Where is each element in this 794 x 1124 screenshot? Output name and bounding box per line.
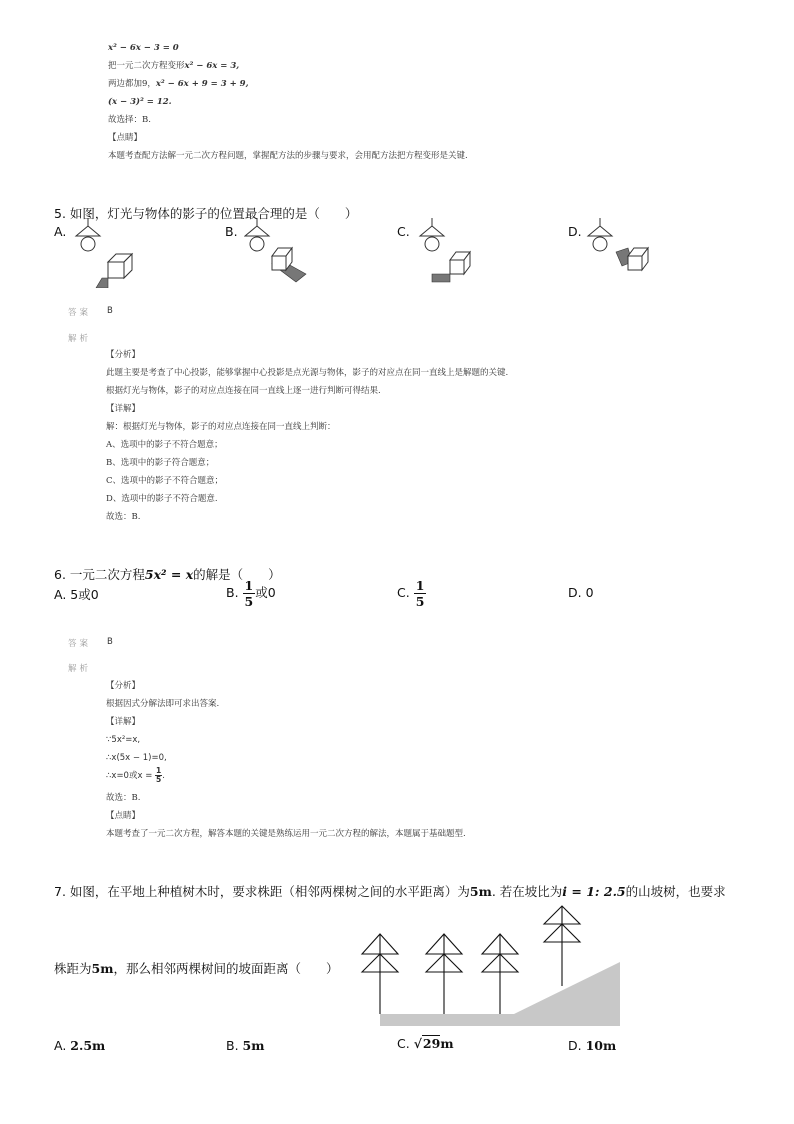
q4-line5: 故选择：B. [108,115,151,125]
q7-option-c-radical [414,1035,454,1051]
q4-line4: (x − 3)² = 12. [108,97,172,107]
q5-figure-a [66,218,136,288]
q7-line2-text-a: 株距为 [54,961,92,976]
q5-option-c-label: C. [397,224,410,239]
q5-analysis-label: 解析 [68,334,92,344]
q6-step2: ∴x(5x − 1)=0, [106,753,167,763]
q5-figure-b [244,218,314,288]
q6-option-b-num: 1 [244,578,254,593]
q6-analysis-label: 解析 [68,664,92,674]
q7-line1-5m: 5m [469,884,492,899]
q6-dianjing-text: 本题考查了一元二次方程，解答本题的关键是熟练运用一元二次方程的解法，本题属于基础题型. [106,829,466,839]
q6-fenxi-text: 根据因式分解法即可求出答案. [106,699,220,709]
q7-option-b [226,1038,264,1053]
q7-line1-slope: i = 1: 2.5 [562,884,626,899]
q7-option-a-value: 2.5m [70,1038,106,1053]
q7-question-line1 [54,882,726,900]
q6-question-suffix: 的解是（ ） [193,567,281,582]
q6-fenxi: 【分析】 [106,681,141,691]
q5-line: C、选项中的影子不符合题意； [106,476,224,486]
q6-option-d: D. 0 [568,585,594,600]
q6-step4: 故选：B. [106,793,141,803]
q4-line3-eq: x² − 6x + 9 = 3 + 9, [155,79,249,89]
q6-option-c-label: C. [397,585,410,600]
q6-answer: B [107,637,113,647]
q7-tree-diagram [352,902,622,1028]
q5-line: 故选：B. [106,512,141,522]
q6-step1: ∵5x²=x, [106,735,141,745]
q4-line3-text: 两边都加9， [108,79,156,89]
q5-answer: B [107,306,113,316]
q4-line3 [108,78,249,90]
q7-option-d [568,1038,616,1053]
q7-option-a [54,1038,105,1053]
q5-line: 解：根据灯光与物体，影子的对应点连接在同一直线上判断： [106,422,336,432]
q7-option-d-label: D. [568,1038,582,1053]
q6-xiangjie: 【详解】 [106,717,141,727]
q6-option-c-den: 5 [415,594,425,609]
q6-step3-den: 5 [156,775,162,784]
q5-figure-d [586,218,656,288]
q7-question-line2 [54,959,338,977]
q5-answer-label: 答案 [68,308,92,318]
q6-answer-label: 答案 [68,639,92,649]
q5-line: 【详解】 [106,404,141,414]
q6-option-b [226,578,276,609]
q5-option-a-label: A. [54,224,67,239]
q6-option-b-label: B. [226,585,239,600]
q5-line: B、选项中的影子符合题意； [106,458,215,468]
q7-option-d-value: 10m [585,1038,617,1053]
q6-option-b-den: 5 [244,594,254,609]
q6-step3 [106,767,165,784]
q4-dianjing-label: 【点睛】 [108,133,143,143]
q5-question: 5. 如图，灯光与物体的影子的位置最合理的是（ ） [54,206,358,221]
q7-line2-5m: 5m [91,961,114,976]
q6-option-c-fraction [414,578,427,609]
q6-question-prefix: 6. 一元二次方程 [54,567,145,582]
q7-option-b-value: 5m [242,1038,265,1053]
q6-dianjing: 【点睛】 [106,811,141,821]
q6-option-a: A. 5或0 [54,587,99,602]
q7-option-c-radicand: 29 [422,1036,441,1051]
q6-step3-suffix: . [162,771,165,781]
q6-option-b-fraction [243,578,256,609]
q6-step3-num: 1 [156,766,162,775]
q5-line: 此题主要是考查了中心投影，能够掌握中心投影是点光源与物体，影子的对应点在同一直线上是解题的关键. [106,368,509,378]
q5-line: 【分析】 [106,350,141,360]
q6-option-b-suffix: 或0 [255,585,276,600]
q4-eq1: x² − 6x − 3 = 0 [108,43,179,53]
q7-option-a-label: A. [54,1038,67,1053]
q6-question-eq: 5x² = x [144,567,194,582]
q5-line: A、选项中的影子不符合题意； [106,440,223,450]
q6-option-c [397,578,426,609]
q5-figure-c [416,218,486,288]
q4-line2-text: 把一元二次方程变形 [108,61,185,71]
q7-line2-text-c: ，那么相邻两棵树间的坡面距离（ ） [113,961,339,976]
q5-option-d-label: D. [568,224,582,239]
q4-dianjing-text: 本题考查配方法解一元二次方程问题，掌握配方法的步骤与要求，会用配方法把方程变形是关键. [108,151,468,161]
q6-step3-prefix: ∴x=0或x = [106,771,153,781]
q6-option-c-num: 1 [415,578,425,593]
q7-line1-text-c: . 若在坡比为 [491,884,563,899]
sqrt-sign-icon: √ [413,1036,422,1051]
q7-option-c-label: C. [397,1036,410,1051]
q4-line2 [108,60,239,72]
q7-option-c-unit: m [440,1036,454,1051]
q5-line: 根据灯光与物体，影子的对应点连接在同一直线上逐一进行判断可得结果. [106,386,381,396]
q7-option-b-label: B. [226,1038,239,1053]
q7-line1-text-e: 的山坡树，也要求 [625,884,726,899]
q5-line: D、选项中的影子不符合题意. [106,494,218,504]
q5-option-b-label: B. [225,224,238,239]
q7-line1-text-a: 7. 如图，在平地上种植树木时，要求株距（相邻两棵树之间的水平距离）为 [54,884,470,899]
q4-line2-eq: x² − 6x = 3, [184,61,240,71]
q7-option-c [397,1036,454,1051]
